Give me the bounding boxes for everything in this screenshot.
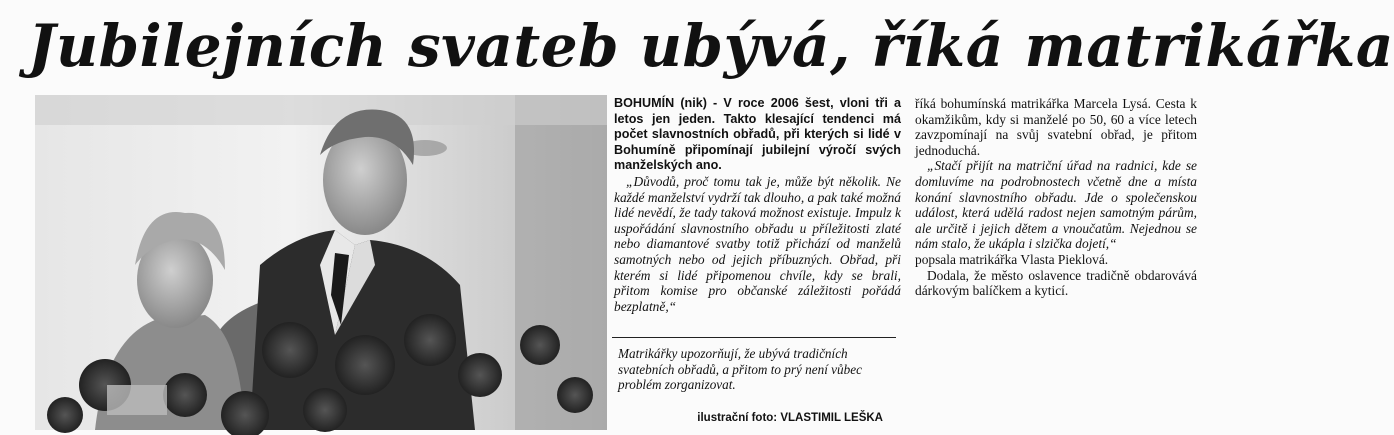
article-quote-2: „Stačí přijít na matriční úřad na radnici, kde se domluvíme na podrobnostech včetně dne a místa konání slavnostního obřadu. Jde o společenskou událost, která udělá radost nejen samotným párům, ale určitě i jejich dětem a vnoučatům. Nejednou se nám stalo, že ukápla i slzička dojetí,“: [915, 158, 1197, 252]
caption-text: Matrikářky upozorňují, že ubývá tradičních svatebních obřadů, a přitom to prý není vůbec problém zorganizovat.: [618, 346, 862, 392]
article-lead: BOHUMÍN (nik) - V roce 2006 šest, vloni tři a letos jen jeden. Takto klesající tendenci má počet slavnostních obřadů, při kterých si lidé v Bohumíně připomínají jubilejní výročí svých manželských ano.: [614, 96, 901, 173]
article-column-1: [614, 96, 901, 314]
article-quote-1: „Důvodů, proč tomu tak je, může být několik. Ne každé manželství vydrží tak dlouho, a pak také možná lidé nevědí, že tady taková možnost existuje. Impulz k uspořádání slavnostního obřadu u příležitosti zlaté nebo diamantové svatby totiž přichází od manželů samotných nebo od jejich příbuzných. Obřad, při kterém si lidé připomenou chvíle, kdy se brali, přitom komise pro občanské záležitosti pořádá bezplatně,“: [614, 173, 901, 314]
photo-caption: [618, 346, 883, 424]
caption-divider: [612, 337, 896, 338]
couple-photo: [35, 95, 607, 430]
article-column-2: [915, 96, 1197, 299]
article-attribution-2: popsala matrikářka Vlasta Pieklová.: [915, 251, 1109, 267]
headline: Jubilejních svateb ubývá, říká matrikářka: [28, 12, 1394, 80]
article-closing: Dodala, že město oslavence tradičně obdarovává dárkovým balíčkem a kyticí.: [915, 267, 1197, 299]
article-attribution-1: říká bohumínská matrikářka Marcela Lysá. Cesta k okamžikům, kdy si manželé po 50, 60 a více letech zavzpomínají na svůj svatební obřad, je přitom jednoduchá.: [915, 96, 1197, 158]
article-photo: [35, 95, 607, 430]
photo-credit: ilustrační foto: VLASTIMIL LEŠKA: [697, 411, 883, 424]
